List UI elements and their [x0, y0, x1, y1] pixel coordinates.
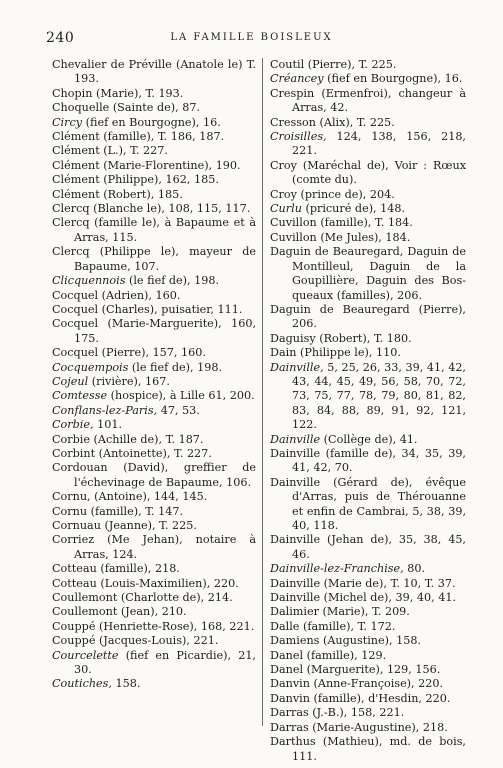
index-entry-text: Daguisy (Robert), T. 180.	[270, 331, 412, 345]
index-entry-refs: 158.	[111, 677, 141, 691]
index-entry-text: Cocquel (Charles), puisatier, 111.	[52, 302, 243, 316]
index-entry	[52, 389, 256, 403]
index-entry-refs: (fief en Picardie), 21, 30.	[74, 648, 256, 677]
index-entry	[52, 58, 256, 87]
index-entry-text: Coullemont (Charlotte de), 214.	[52, 591, 233, 605]
index-entry	[52, 245, 256, 274]
index-entry	[270, 562, 466, 576]
page-number: 240	[46, 30, 75, 46]
index-entry-term: Dainville,	[270, 360, 324, 374]
index-entry-text: Danel (famille), 129.	[270, 648, 387, 662]
index-entry-refs: (hospice), à Lille 61, 200.	[107, 389, 255, 403]
index-entry	[270, 735, 466, 764]
index-entry	[270, 245, 466, 303]
index-entry	[52, 87, 256, 101]
index-entry	[52, 519, 256, 533]
index-entry	[52, 116, 256, 130]
index-entry	[52, 677, 256, 691]
index-column-left	[52, 58, 256, 692]
index-entry	[270, 72, 466, 86]
index-entry	[52, 361, 256, 375]
index-entry-term: Comtesse	[52, 389, 108, 403]
index-entry	[52, 591, 256, 605]
index-entry-text: Couppé (Jacques-Louis), 221.	[52, 634, 219, 648]
index-entry-text: Dainville (famille de), 34, 35, 39, 41, 42, 70.	[270, 446, 466, 475]
index-entry-term: Croisilles,	[270, 130, 327, 144]
index-entry-text: Dainville (Marie de), T. 10, T. 37.	[270, 576, 456, 590]
index-entry-term: Créancey	[270, 72, 324, 86]
index-entry	[270, 202, 466, 216]
index-entry-term: Conflans-lez-Paris,	[52, 403, 158, 417]
index-entry	[270, 649, 466, 663]
index-entry	[270, 216, 466, 230]
index-entry	[52, 289, 256, 303]
index-entry-text: Choquelle (Sainte de), 87.	[52, 101, 201, 115]
index-entry-text: Cornuau (Jeanne), T. 225.	[52, 519, 197, 532]
index-entry-refs: 47, 53.	[157, 403, 200, 417]
index-entry-text: Danvin (famille), d'Hesdin, 220.	[270, 691, 451, 705]
index-entry-text: Corbint (Antoinette), T. 227.	[52, 446, 212, 460]
index-entry	[52, 533, 256, 562]
index-entry-text: Cocquel (Adrien), 160.	[52, 288, 181, 302]
index-entry-term: Dainville-lez-Franchise,	[270, 562, 404, 576]
index-entry	[270, 591, 466, 605]
index-entry-text: Clément (Robert), 185.	[52, 187, 183, 201]
index-entry-text: Croy (Maréchal de), Voir : Rœux (comte du).	[270, 158, 466, 187]
index-entry-text: Cuvillon (Me Jules), 184.	[270, 230, 411, 244]
index-entry-term: Coutiches,	[52, 677, 112, 691]
index-entry	[270, 620, 466, 634]
index-entry-text: Dainville (Michel de), 39, 40, 41.	[270, 591, 457, 605]
index-entry	[52, 577, 256, 591]
index-entry-text: Dalimier (Marie), T. 209.	[270, 605, 410, 619]
index-entry	[52, 418, 256, 432]
index-entry	[270, 188, 466, 202]
index-entry-text: Damiens (Augustine), 158.	[270, 634, 421, 648]
index-entry-text: Dainville (Gérard de), évêque d'Arras, puis de Thérouanne et enfin de Cambrai, 5, 38, 39, 40, 118.	[270, 475, 466, 532]
index-entry	[270, 130, 466, 159]
index-entry	[52, 490, 256, 504]
index-entry	[270, 533, 466, 562]
index-entry-text: Darras (J.-B.), 158, 221.	[270, 706, 405, 720]
index-entry-text: Dain (Philippe le), 110.	[270, 346, 401, 360]
index-entry	[52, 375, 256, 389]
index-entry-text: Corbie (Achille de), T. 187.	[52, 432, 204, 446]
index-entry	[270, 58, 466, 72]
index-entry-text: Couppé (Henriette-Rose), 168, 221.	[52, 619, 255, 633]
index-entry-text: Cordouan (David), greffier de l'échevinage de Bapaume, 106.	[52, 461, 256, 489]
index-entry-term: Curlu	[270, 202, 302, 216]
index-entry	[270, 577, 466, 591]
index-entry-refs: 80.	[403, 562, 426, 576]
index-entry-text: Croy (prince de), 204.	[270, 187, 395, 201]
running-title: LA FAMILLE BOISLEUX	[170, 32, 333, 43]
index-entry	[270, 159, 466, 188]
index-entry	[270, 706, 466, 720]
index-entry	[270, 231, 466, 245]
index-entry	[270, 332, 466, 346]
index-entry-text: Cocquel (Pierre), 157, 160.	[52, 346, 206, 360]
index-entry-refs: (fief en Bourgogne), 16.	[323, 72, 463, 86]
index-entry	[270, 346, 466, 360]
index-column-right	[270, 58, 466, 764]
index-entry	[52, 605, 256, 619]
index-entry	[270, 605, 466, 619]
index-entry	[270, 476, 466, 534]
index-entry-text: Clément (famille), T. 186, 187.	[52, 130, 225, 144]
index-entry	[52, 461, 256, 490]
page-header	[0, 30, 503, 46]
index-entry-text: Chopin (Marie), T. 193.	[52, 86, 184, 100]
index-entry	[270, 303, 466, 332]
index-entry	[270, 447, 466, 476]
index-entry	[52, 505, 256, 519]
index-entry-text: Cresson (Alix), T. 225.	[270, 115, 395, 129]
index-entry-term: Courcelette	[52, 648, 119, 662]
index-entry-text: Cornu (famille), T. 147.	[52, 504, 184, 518]
index-entry	[52, 188, 256, 202]
index-entry-refs: (rivière), 167.	[88, 374, 170, 388]
index-entry-refs: 5, 25, 26, 33, 39, 41, 42, 43, 44, 45, 49, 56, 58, 70, 72, 73, 75, 77, 78, 79, 80, 81, 82, 83, 84, 88, 89, 91, 92, 121, 122.	[292, 360, 466, 432]
index-entry	[270, 116, 466, 130]
index-entry	[52, 404, 256, 418]
index-entry	[52, 562, 256, 576]
index-entry	[270, 721, 466, 735]
index-entry	[52, 159, 256, 173]
index-entry	[270, 677, 466, 691]
index-entry-text: Cotteau (Louis-Maximilien), 220.	[52, 576, 239, 590]
index-entry-text: Clercq (famille le), à Bapaume et à Arras, 115.	[52, 216, 256, 244]
index-entry-text: Chevalier de Préville (Anatole le) T. 193.	[52, 58, 256, 86]
index-entry	[52, 620, 256, 634]
index-entry-term: Dainville	[270, 432, 321, 446]
index-entry-term: Cocquempois	[52, 360, 129, 374]
index-entry	[270, 361, 466, 433]
index-entry	[270, 433, 466, 447]
index-entry-text: Coullemont (Jean), 210.	[52, 605, 187, 619]
index-entry-refs: (fief en Bourgogne), 16.	[82, 115, 221, 129]
index-entry-text: Danvin (Anne-Françoise), 220.	[270, 677, 444, 691]
index-entry-refs: (le fief de), 198.	[128, 360, 222, 374]
index-entry	[270, 692, 466, 706]
index-entry-refs: (Collège de), 41.	[320, 432, 418, 446]
index-entry	[52, 634, 256, 648]
index-entry	[270, 663, 466, 677]
index-entry	[270, 634, 466, 648]
index-entry	[52, 202, 256, 216]
index-entry-text: Cuvillon (famille), T. 184.	[270, 216, 413, 230]
index-entry	[52, 303, 256, 317]
index-entry-text: Clément (L.), T. 227.	[52, 144, 168, 158]
index-entry	[52, 433, 256, 447]
index-entry-text: Cocquel (Marie-Marguerite), 160, 175.	[52, 317, 256, 345]
column-divider	[262, 58, 263, 726]
index-entry-text: Coutil (Pierre), T. 225.	[270, 58, 397, 71]
index-entry-text: Darthus (Mathieu), md. de bois, 111.	[270, 735, 466, 763]
index-entry	[52, 144, 256, 158]
index-entry	[52, 130, 256, 144]
index-entry	[52, 274, 256, 288]
index-entry-term: Clicquennois	[52, 274, 126, 288]
index-entry	[52, 317, 256, 346]
index-entry-term: Circy	[52, 115, 83, 129]
index-entry-text: Danel (Marguerite), 129, 156.	[270, 663, 441, 677]
index-entry-text: Daguin de Beauregard (Pierre), 206.	[270, 302, 466, 331]
index-entry	[270, 87, 466, 116]
index-entry-text: Clément (Philippe), 162, 185.	[52, 173, 219, 187]
index-entry-text: Clercq (Blanche le), 108, 115, 117.	[52, 202, 251, 216]
index-entry-refs: 124, 138, 156, 218, 221.	[292, 130, 466, 158]
index-entry-text: Cotteau (famille), 218.	[52, 562, 180, 576]
index-entry	[52, 216, 256, 245]
index-entry-text: Clément (Marie-Florentine), 190.	[52, 158, 241, 172]
index-entry	[52, 173, 256, 187]
index-entry-text: Crespin (Ermenfroi), changeur à Arras, 42.	[270, 86, 466, 115]
index-entry-text: Dainville (Jehan de), 35, 38, 45, 46.	[270, 533, 466, 561]
index-entry	[52, 346, 256, 360]
index-entry-refs: (le fief de), 198.	[125, 274, 220, 288]
index-entry-term: Cojeul	[52, 374, 89, 388]
index-entry-text: Corriez (Me Jehan), notaire à Arras, 124.	[52, 533, 256, 561]
index-entry	[52, 649, 256, 678]
index-entry-term: Corbie,	[52, 418, 94, 432]
index-entry-refs: (pricuré de), 148.	[301, 202, 406, 216]
index-entry	[52, 447, 256, 461]
index-entry-text: Cornu, (Antoine), 144, 145.	[52, 490, 208, 504]
index-entry-text: Clercq (Philippe le), mayeur de Bapaume, 107.	[52, 245, 256, 273]
index-entry-text: Darras (Marie-Augustine), 218.	[270, 720, 448, 734]
index-entry-refs: 101.	[93, 418, 123, 432]
index-entry-text: Daguin de Beauregard, Daguin de Montilleul, Daguin de la Goupillière, Daguin des Bos- queaux (familles), 206.	[270, 245, 466, 302]
index-entry	[52, 101, 256, 115]
index-entry-text: Dalle (famille), T. 172.	[270, 619, 396, 633]
